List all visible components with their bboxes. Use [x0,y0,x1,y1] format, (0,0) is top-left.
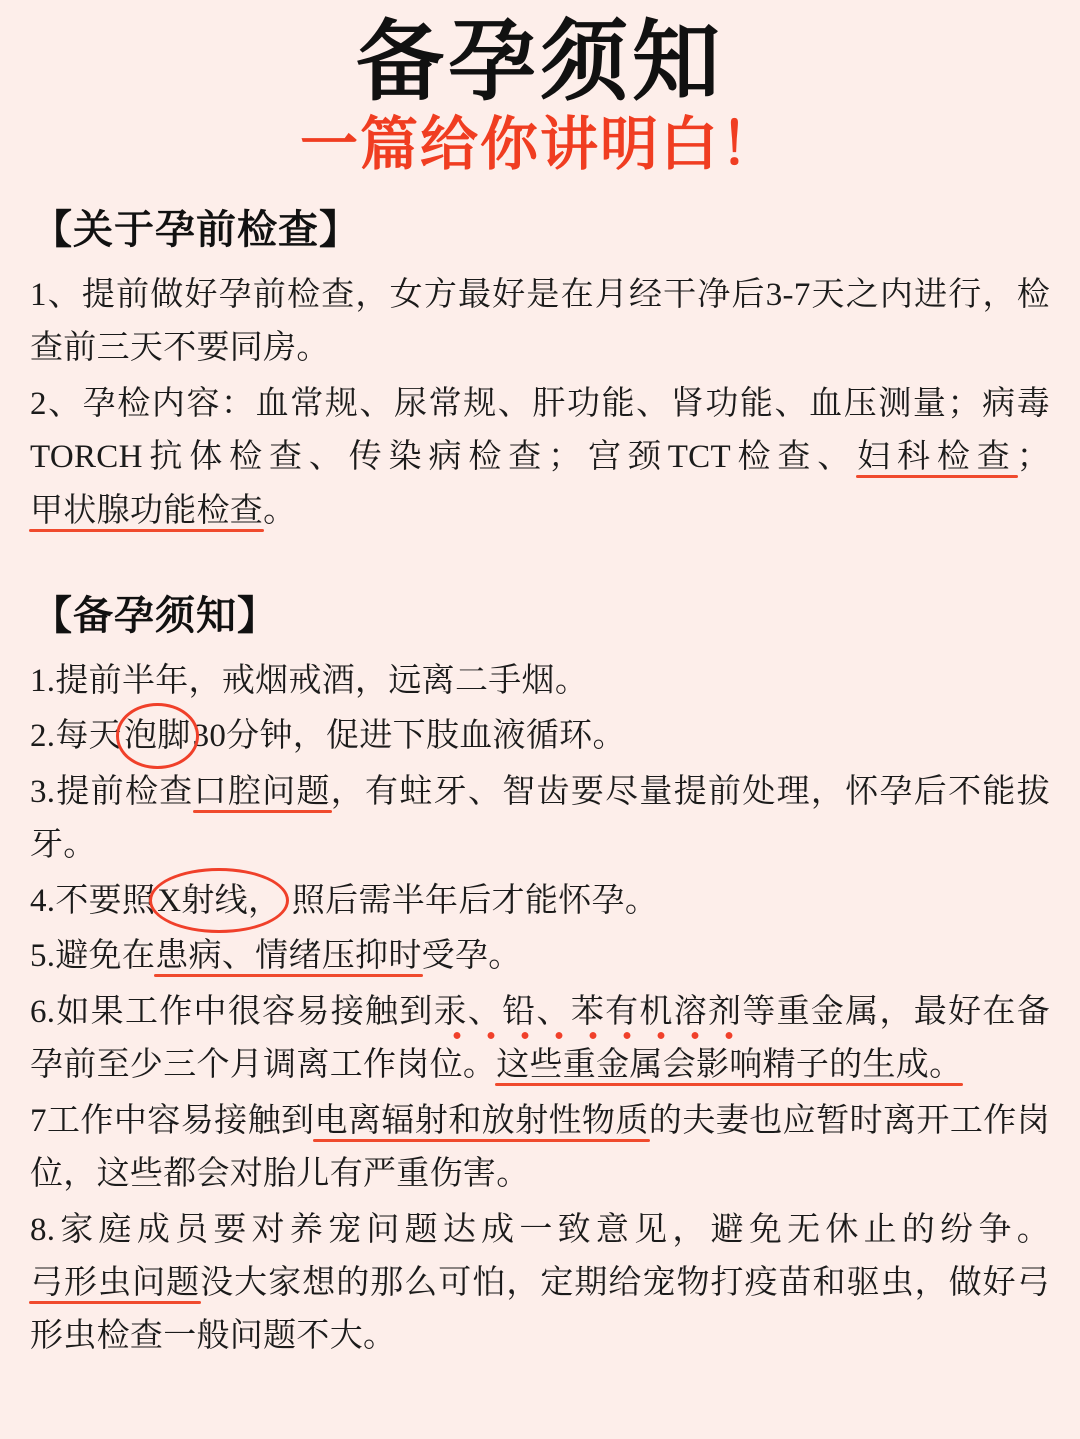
text-run: 没大家想的那么可怕，定期给宠物打疫苗和驱虫，做好弓形虫检查一般问题不大。 [30,1264,1051,1355]
highlight-circle-xray: X射线， [155,875,283,928]
text-run: 1、提前做好孕前检查，女方最好是在月经干净后3-7天之内进行，检查前三天不要同房。 [30,276,1050,367]
highlight-circle-footbath: 泡脚 [122,710,193,763]
section-heading-prenatal-exam: 【关于孕前检查】 [32,206,360,253]
text-run: 1.提前半年，戒烟戒酒，远离二手烟。 [30,662,589,699]
page-title: 备孕须知 [355,10,724,113]
text-run: 受孕。 [421,938,522,975]
highlight-underline-sperm-effect: 这些重金属会影响精子的生成。 [496,1047,963,1084]
highlight-underline-illness-mood: 患病、情绪压抑时 [155,938,422,975]
text-run: 5.避免在 [30,938,156,975]
paragraph-prenatal-1 [30,269,1050,376]
highlight-underline-toxoplasma: 弓形虫问题 [30,1264,201,1301]
text-run: 2.每天 [30,718,122,755]
paragraph-prenatal-2 [30,378,1050,538]
text-run: 2、孕检内容：血常规、尿常规、肝功能、肾功能、血压测量；病毒TORCH抗体检查、传染病检查；宫颈TCT检查、 [30,385,1050,476]
text-run: 8.家庭成员要对养宠问题达成一致意见，避免无休止的纷争。 [30,1211,1050,1248]
paragraph-note-5 [30,930,1050,983]
section-heading-preconception-notes: 【备孕须知】 [32,592,278,639]
paragraph-note-4 [30,875,1050,928]
highlight-underline-gynecology: 妇科检查 [857,439,1017,476]
highlight-underline-thyroid: 甲状腺功能检查 [30,492,264,529]
text-run: 的夫妻也应暂时离开工作岗位，这些都会对胎儿有严重伤害。 [30,1102,1051,1193]
text-run: ； [1016,439,1050,476]
text-run: 4.不要照 [30,882,156,919]
text-run: 6.如果工作中很容易接触到 [30,993,434,1030]
paragraph-note-3 [30,766,1050,873]
text-run: 等重金属，最好在备孕前至少三个月调离工作岗位。 [30,993,1050,1084]
paragraph-note-7 [30,1095,1050,1202]
page-subtitle: 一篇给你讲明白！ [299,110,780,179]
highlight-dotted-heavy-metals: 汞、铅、苯有机溶剂 [433,993,743,1030]
paragraph-note-2 [30,710,1050,763]
highlight-underline-radiation: 电离辐射和放射性物质 [314,1102,649,1139]
text-run: ，有蛀牙、智齿要尽量提前处理，怀孕后不能拔牙。 [30,773,1050,864]
text-run: 照后需半年后才能怀孕。 [283,882,659,919]
highlight-underline-oral-issue: 口腔问题 [193,773,331,810]
text-run: 3.提前检查 [30,773,194,810]
text-run: 30分钟，促进下肢血液循环。 [192,718,626,755]
paragraph-note-8 [30,1204,1050,1364]
text-run: 7工作中容易接触到 [30,1102,315,1139]
paragraph-note-6 [30,986,1050,1093]
paragraph-note-1 [30,655,1050,708]
text-run: 。 [263,492,297,529]
